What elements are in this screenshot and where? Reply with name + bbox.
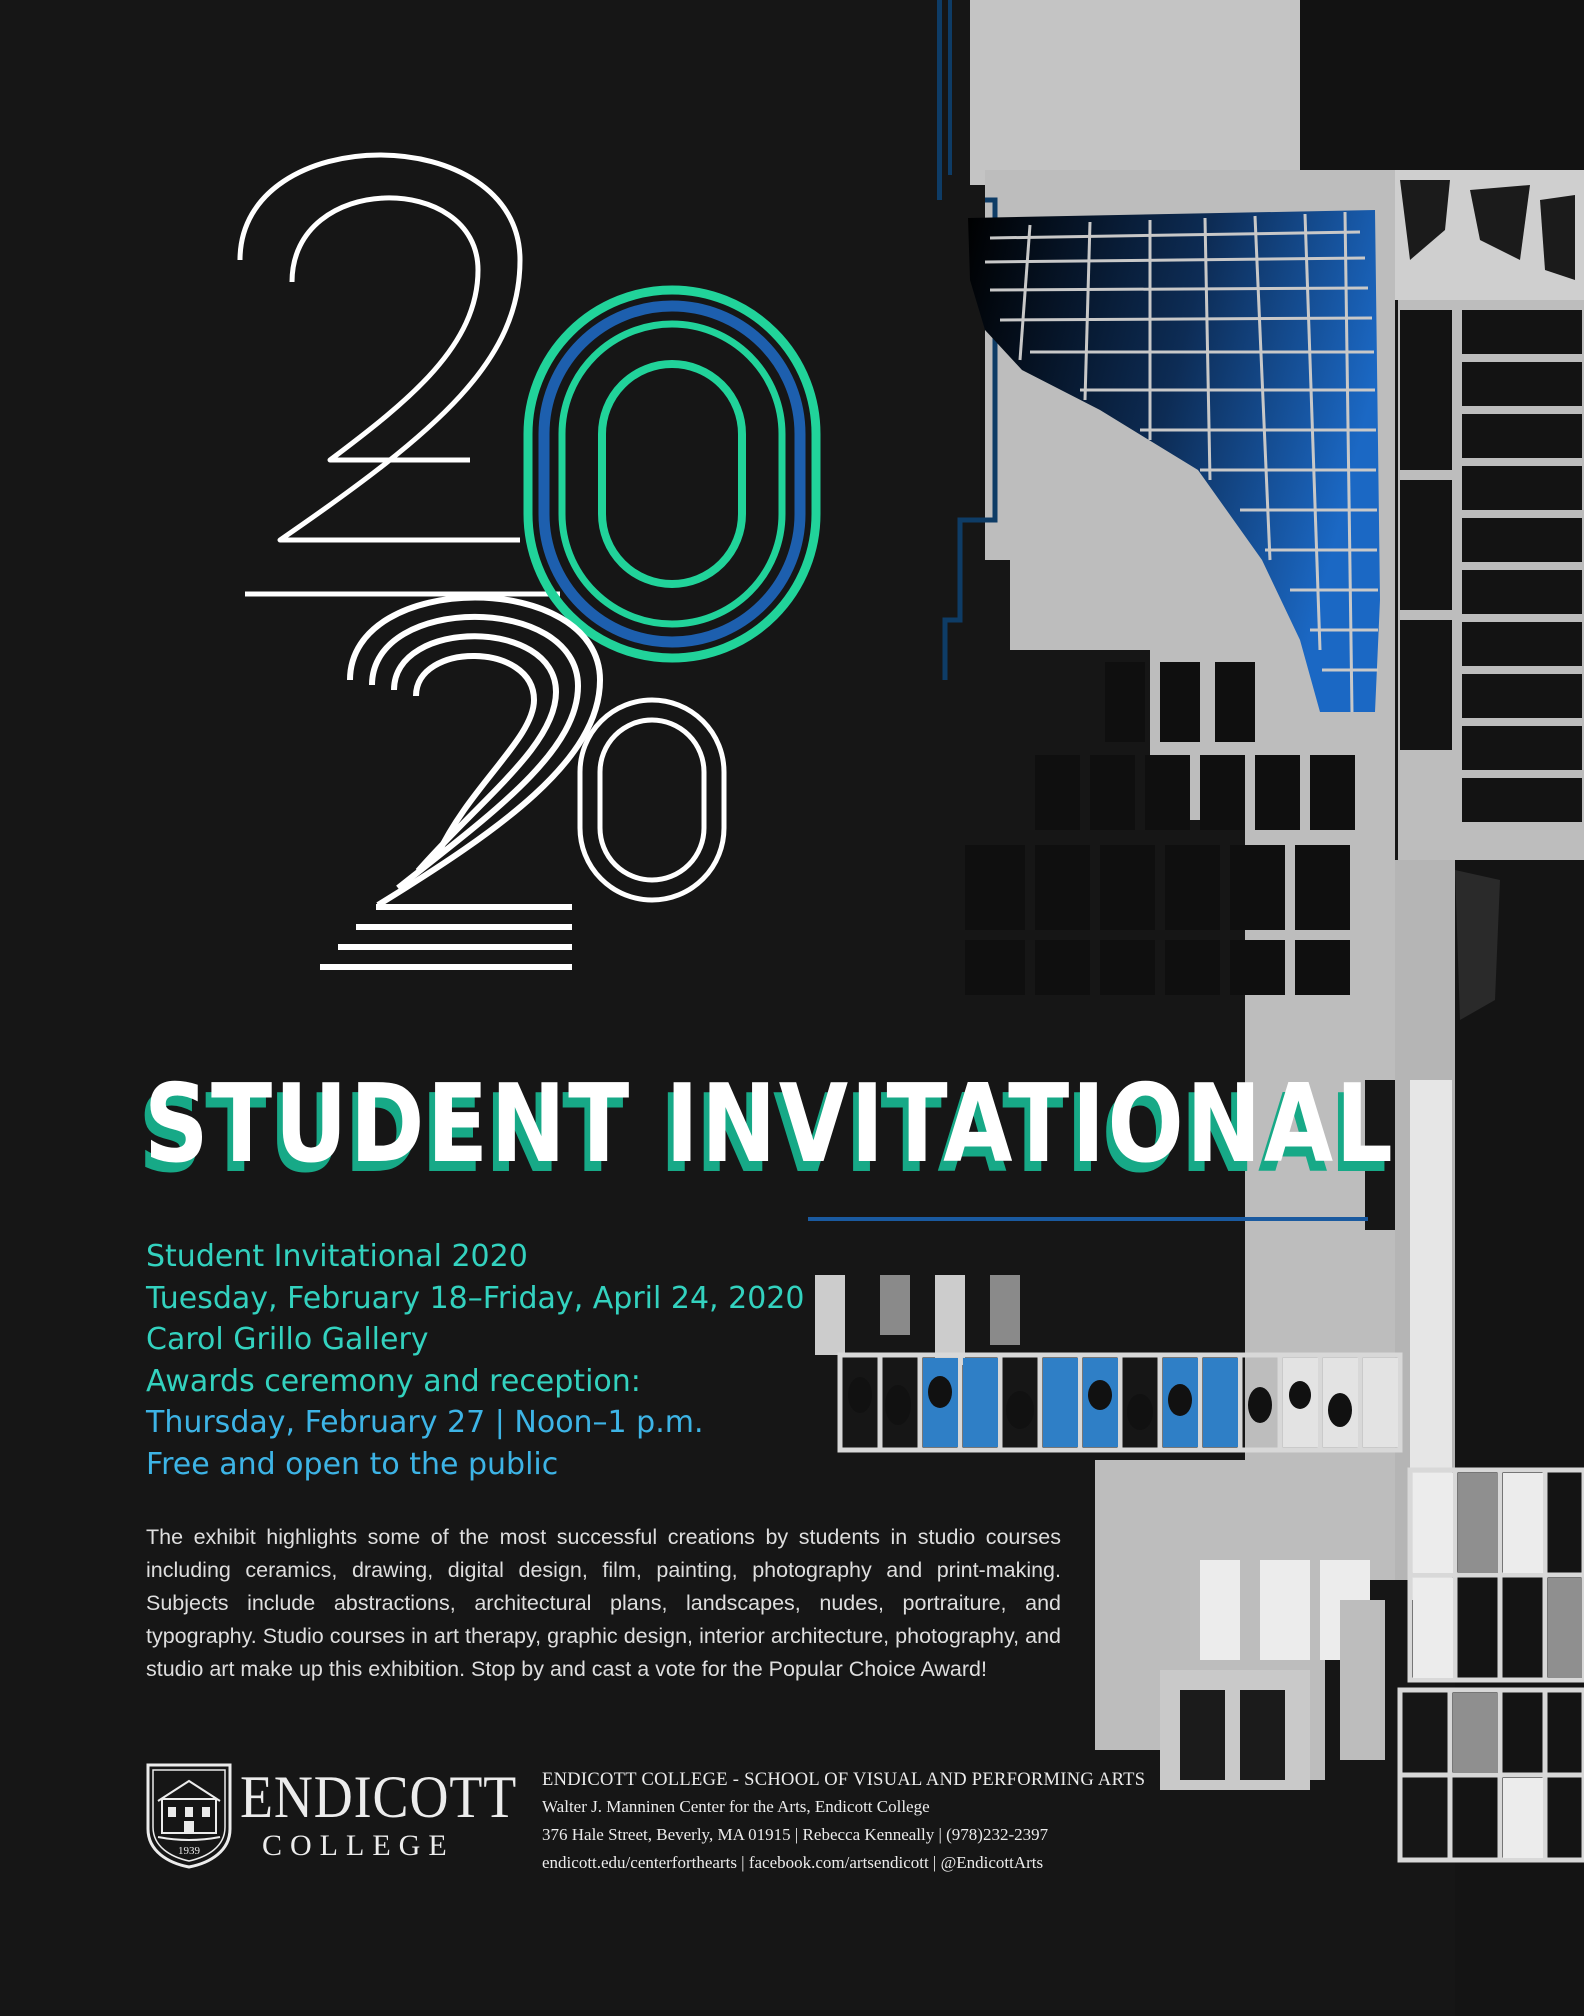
- reception-label: Awards ceremony and reception:: [146, 1363, 641, 1399]
- event-title: Student Invitational 2020: [146, 1239, 528, 1274]
- event-venue: Carol Grillo Gallery: [146, 1322, 429, 1357]
- footer-center: Walter J. Manninen Center for the Arts, Endicott College: [542, 1797, 930, 1816]
- headline: STUDENT INVITATIONAL: [144, 1062, 1396, 1187]
- contact-footer: [542, 1767, 1145, 1877]
- college-seal-icon: [144, 1759, 234, 1869]
- exhibit-description: The exhibit highlights some of the most successful creations by students in studio courses including ceramics, drawing, digital design, film, painting, photography and print-making. Subjects include abstractions, architectural plans, landscapes, nudes, portraiture, and typography. Studio courses in art therapy, graphic design, interior architecture, photography, and studio art make up this exhibition. Stop by and cast a vote for the Popular Choice Award!: [146, 1525, 1061, 1681]
- footer-address: 376 Hale Street, Beverly, MA 01915 | Rebecca Kenneally | (978)232-2397: [542, 1825, 1049, 1844]
- footer-org: ENDICOTT COLLEGE - SCHOOL OF VISUAL AND PERFORMING ARTS: [542, 1770, 1146, 1790]
- endicott-logo: [144, 1759, 518, 1869]
- event-details: [146, 1236, 804, 1485]
- logo-name: ENDICOTT: [240, 1764, 518, 1830]
- year-2020-graphic: [240, 155, 816, 967]
- seal-year: 1939: [178, 1845, 200, 1857]
- admission-note: Free and open to the public: [146, 1446, 559, 1482]
- footer-links: endicott.edu/centerforthearts | facebook.com/artsendicott | @EndicottArts: [542, 1853, 1044, 1872]
- architectural-plan-image: [808, 0, 1584, 2016]
- event-dates: Tuesday, February 18–Friday, April 24, 2020: [146, 1280, 805, 1316]
- reception-time: Thursday, February 27 | Noon–1 p.m.: [146, 1405, 704, 1440]
- logo-subname: COLLEGE: [262, 1829, 455, 1862]
